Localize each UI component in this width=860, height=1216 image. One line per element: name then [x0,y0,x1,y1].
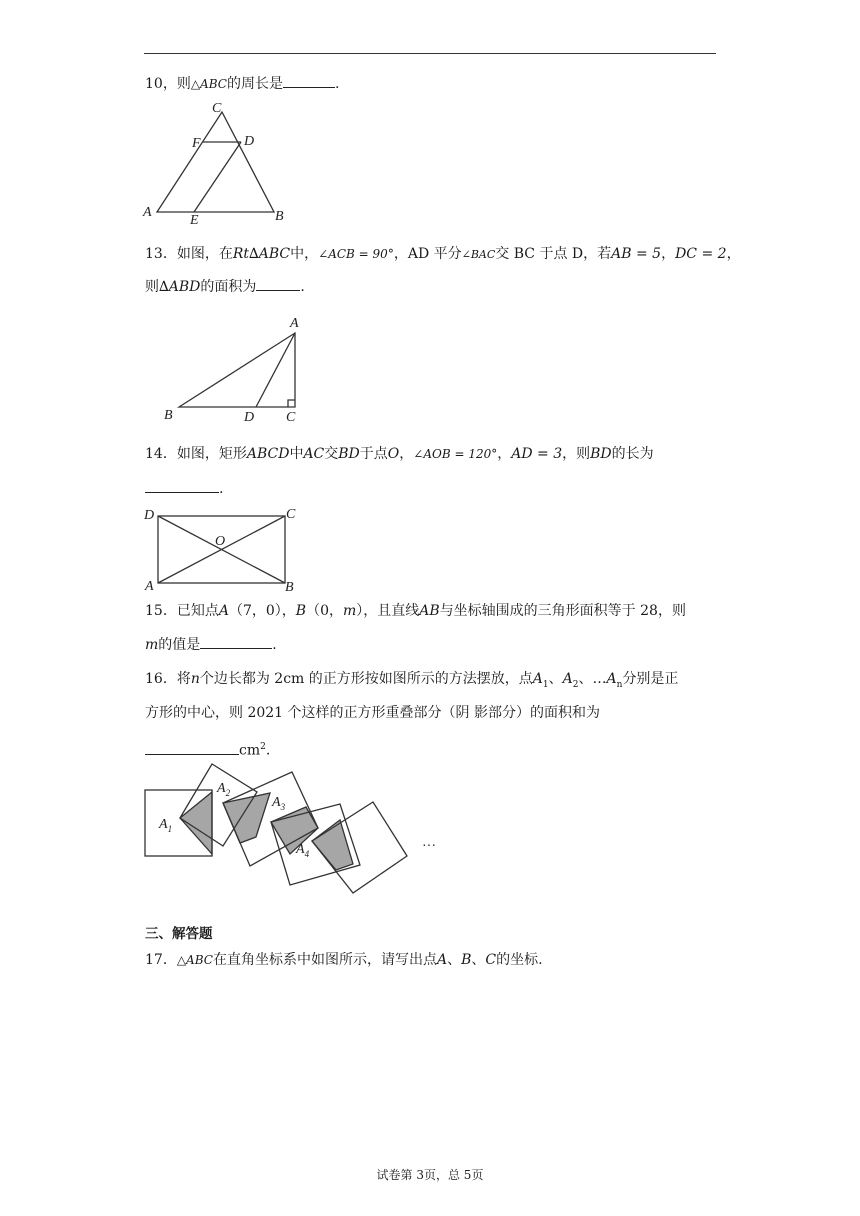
answer-blank [256,276,300,291]
label-a2: $A_2$ [217,781,231,798]
label-a1: $A_1$ [159,817,173,834]
label-a: A [145,579,154,594]
label-c: C [286,410,296,425]
q16-line3: $cm^2$. [145,737,270,761]
label-a: A [290,316,299,331]
right-angle-mark [288,400,295,407]
label-f: F [192,136,201,151]
triangle-abc [179,333,295,407]
label-d: D [244,134,255,149]
q10-text: 10，则△ABC的周长是 . [145,73,339,94]
q13-right-triangle-figure [160,312,310,427]
q14-rectangle-figure [140,503,305,595]
triangle-abc [157,112,274,212]
label-b: B [275,209,284,224]
label-c: C [286,507,296,522]
q17-text: 17．△ABC在直角坐标系中如图所示，请写出点A、B、C的坐标. [145,952,543,968]
section-heading: 三、解答题 [145,926,213,942]
label-a: A [143,205,152,220]
header-rule [144,53,716,54]
label-b: B [285,580,294,595]
q15-line2: m的值是 . [145,634,277,655]
q16-squares-figure [140,758,450,903]
label-c: C [212,101,222,116]
shaded-overlap-1 [180,792,212,854]
q13-line1: 13．如图，在Rt∆ABC中，∠ACB = 90°，AD 平分∠BAC交 BC 于点 D，若AB = 5，DC = 2， [145,246,741,262]
label-e: E [190,213,199,225]
page-footer: 试卷第 3页，总 5页 [376,1168,484,1182]
label-a4: $A_4$ [296,842,310,859]
answer-blank [145,740,239,755]
q16-line1: 16．将n个边长都为 2cm 的正方形按如图所示的方法摆放，点$A_1$、$A_2$、$\dots A_n$分别是正 [145,671,679,690]
segment-ad [256,333,295,407]
label-o: O [215,534,226,549]
segment-ed [194,142,241,212]
q14-line2: . [145,478,223,499]
label-a3: $A_3$ [272,795,286,812]
q13-line2: 则∆ABD的面积为 . [145,276,305,297]
q15-line1: 15．已知点A（7，0），B（0，m），且直线AB与坐标轴围成的三角形面积等于 28，则 [145,603,686,619]
q16-line2: 方形的中心，则 2021 个这样的正方形重叠部分（阴 影部分）的面积和为 [145,705,600,721]
continuation-dots: ··· [422,839,436,854]
label-d: D [144,508,155,523]
label-d: D [244,410,255,425]
answer-blank [200,634,272,649]
answer-blank [283,73,335,88]
q14-line1: 14．如图，矩形ABCD中AC交BD于点O，∠AOB = 120°，AD = 3，则BD的长为 [145,446,654,462]
q10-triangle-figure [140,100,300,225]
label-b: B [164,408,173,423]
answer-blank [145,478,219,493]
